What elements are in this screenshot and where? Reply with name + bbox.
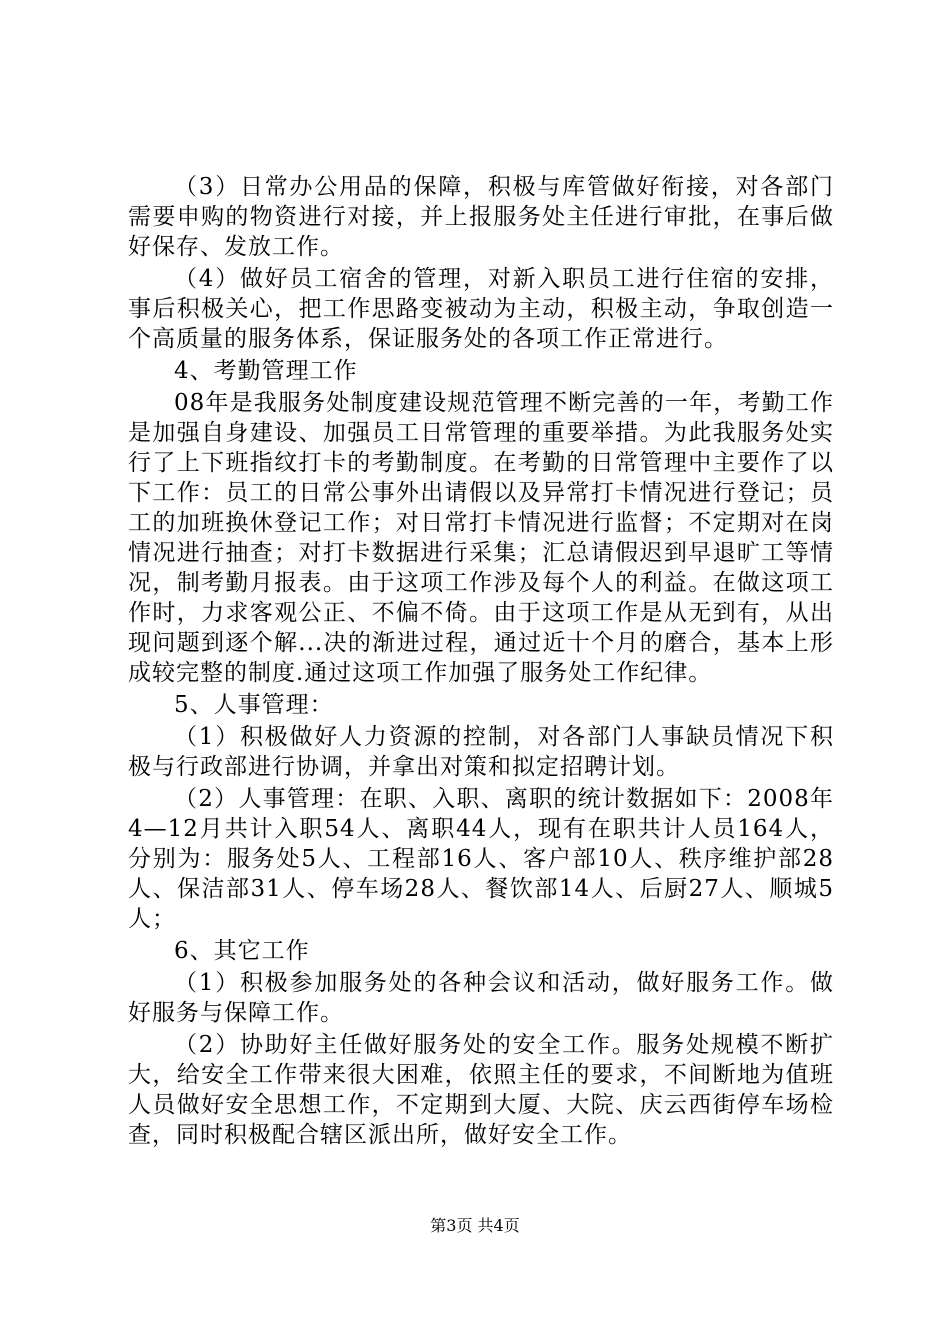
paragraph-attendance: 08年是我服务处制度建设规范管理不断完善的一年，考勤工作是加强自身建设、加强员工日常管理的重要举措。为此我服务处实行了上下班指纹打卡的考勤制度。在考勤的日常管理中主要作了以下工作：员工的日常公事外出请假以及异常打卡情况进行登记；员工的加班换休登记工作；对日常打卡情况进行监督；不定期对在岗情况进行抽查；对打卡数据进行采集；汇总请假迟到早退旷工等情况，制考勤月报表。由于这项工作涉及每个人的利益。在做这项工作时，力求客观公正、不偏不倚。由于这项工作是从无到有，从出现问题到逐个解...决的渐进过程，通过近十个月的磨合，基本上形成较完整的制度.通过这项工作加强了服务处工作纪律。 — [128, 390, 834, 686]
paragraph-hr-statistics: （2）人事管理：在职、入职、离职的统计数据如下：2008年4—12月共计入职54人、离职44人，现有在职共计人员164人，分别为：服务处5人、工程部16人、客户部10人、秩序维护部28人、保洁部31人、停车场28人、餐饮部14人、后厨27人、顺城5人； — [128, 786, 834, 932]
paragraph-safety: （2）协助好主任做好服务处的安全工作。服务处规模不断扩大，给安全工作带来很大困难，依照主任的要求，不间断地为值班人员做好安全思想工作，不定期到大厦、大院、庆云西街停车场检查，同时积极配合辖区派出所，做好安全工作。 — [128, 1032, 834, 1148]
document-body — [128, 172, 834, 1152]
paragraph-dormitory: （4）做好员工宿舍的管理，对新入职员工进行住宿的安排，事后积极关心，把工作思路变被动为主动，积极主动，争取创造一个高质量的服务体系，保证服务处的各项工作正常进行。 — [128, 266, 834, 352]
section-heading-personnel: 5、人事管理： — [174, 692, 334, 718]
page-number: 第3页 共4页 — [430, 1216, 520, 1235]
section-heading-other: 6、其它工作 — [174, 938, 310, 964]
section-heading-attendance: 4、考勤管理工作 — [174, 358, 358, 384]
paragraph-office-supplies: （3）日常办公用品的保障，积极与库管做好衔接，对各部门需要申购的物资进行对接，并上报服务处主任进行审批，在事后做好保存、发放工作。 — [128, 174, 834, 260]
paragraph-hr-control: （1）积极做好人力资源的控制，对各部门人事缺员情况下积极与行政部进行协调，并拿出对策和拟定招聘计划。 — [128, 724, 834, 780]
paragraph-meetings: （1）积极参加服务处的各种会议和活动，做好服务工作。做好服务与保障工作。 — [128, 970, 834, 1026]
